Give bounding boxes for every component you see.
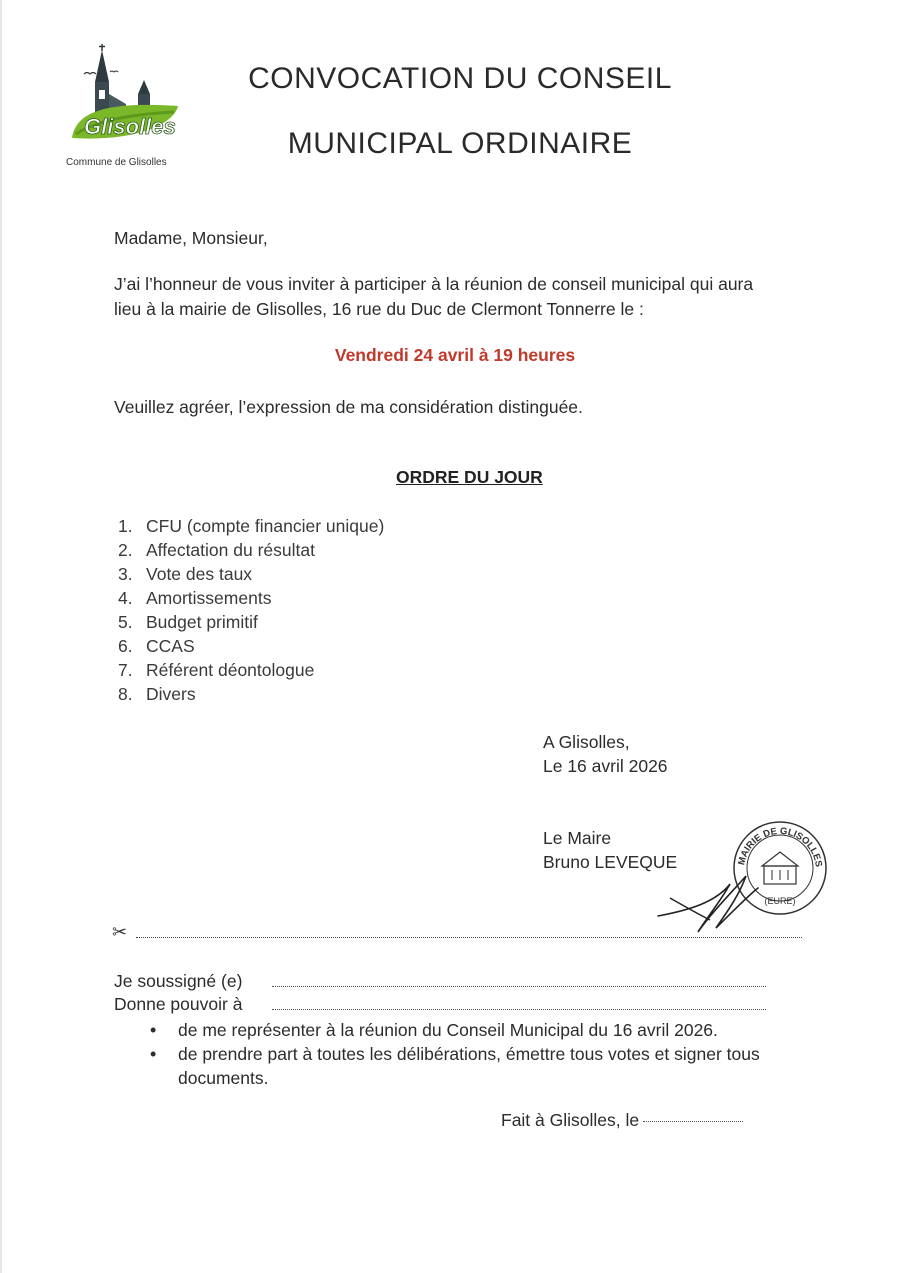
power-label: Donne pouvoir à [114, 994, 243, 1014]
logo-wordmark: Glisolles [84, 114, 176, 139]
invitation-line2: lieu à la mairie de Glisolles, 16 rue du Duc de Clermont Tonnerre le : [114, 299, 644, 319]
signature-place: A Glisolles, [543, 732, 630, 752]
agenda-list [114, 514, 384, 706]
salutation: Madame, Monsieur, [114, 228, 268, 248]
done-at-line [501, 1108, 743, 1132]
closing-formula: Veuillez agréer, l’expression de ma considération distinguée. [114, 397, 583, 417]
signature-date: Le 16 avril 2026 [543, 756, 668, 776]
document-title-line2: MUNICIPAL ORDINAIRE [287, 127, 633, 160]
agenda-item: 2. Affectation du résultat [118, 540, 315, 560]
agenda-item-label: Référent déontologue [146, 660, 315, 680]
agenda-item: 7. Référent déontologue [118, 660, 315, 680]
agenda-item: 4. Amortissements [118, 588, 272, 608]
agenda-item: 1. CFU (compte financier unique) [118, 516, 385, 536]
power-field [114, 992, 774, 1016]
cut-line [112, 922, 802, 946]
agenda-item: 3. Vote des taux [118, 564, 253, 584]
agenda-item: 6. CCAS [118, 636, 195, 656]
signer-name: Bruno LEVEQUE [543, 852, 678, 872]
cut-dotted-line [136, 937, 802, 938]
scissors-icon: ✂ [112, 922, 128, 942]
agenda-item: 8. Divers [118, 684, 196, 704]
agenda-item-label: CFU (compte financier unique) [146, 516, 385, 536]
stamp-bottom-text: (EURE) [764, 896, 796, 906]
document-title-line1: CONVOCATION DU CONSEIL [248, 62, 672, 95]
agenda-item: 5. Budget primitif [118, 612, 258, 632]
agenda-item-label: Amortissements [146, 588, 272, 608]
page-edge [0, 0, 2, 1273]
invitation-line1: J’ai l’honneur de vous inviter à participer à la réunion de conseil municipal qui aura [114, 274, 754, 294]
undersigned-blank [272, 986, 766, 987]
agenda-item-label: Budget primitif [146, 612, 258, 632]
agenda-item-label: Divers [146, 684, 196, 704]
done-at-blank [643, 1121, 743, 1122]
done-at-label: Fait à Glisolles, le [501, 1110, 640, 1130]
agenda-item-label: Vote des taux [146, 564, 253, 584]
logo-caption: Commune de Glisolles [66, 157, 167, 168]
agenda-item-label: CCAS [146, 636, 195, 656]
place-date-block [543, 730, 668, 778]
commune-logo [62, 42, 192, 177]
proxy-bullet-item: • de me représenter à la réunion du Conseil Municipal du 16 avril 2026. [146, 1018, 806, 1042]
agenda-item-label: Affectation du résultat [146, 540, 315, 560]
power-blank [272, 1009, 766, 1010]
meeting-date: Vendredi 24 avril à 19 heures [334, 345, 576, 365]
proxy-bullets [146, 1018, 806, 1090]
signer-role: Le Maire [543, 828, 612, 848]
undersigned-label: Je soussigné (e) [114, 971, 243, 991]
stamp-top-text: MAIRIE DE GLISOLLES [736, 825, 824, 868]
undersigned-field [114, 969, 774, 993]
agenda-title: ORDRE DU JOUR [396, 467, 543, 487]
proxy-bullet-item: • de prendre part à toutes les délibérations, émettre tous votes et signer tous documents. [146, 1042, 806, 1090]
church-logo-icon [66, 42, 186, 154]
